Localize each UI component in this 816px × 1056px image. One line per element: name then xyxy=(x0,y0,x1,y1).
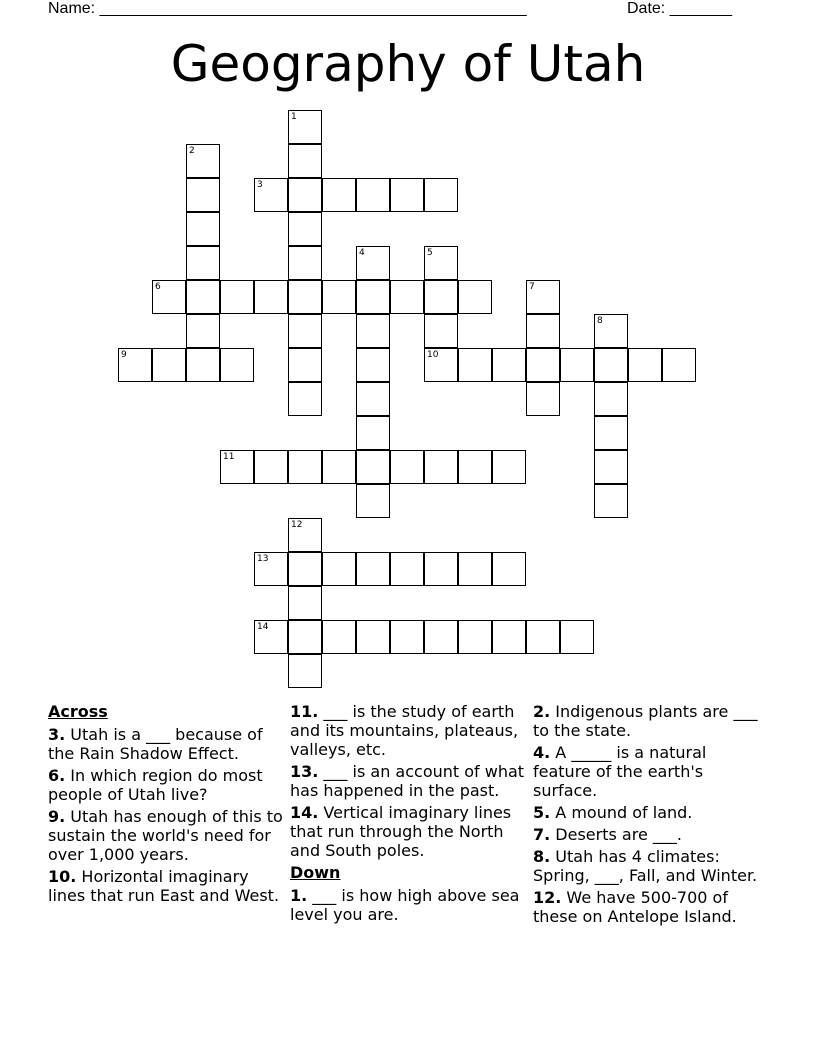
clue-across-14 xyxy=(290,803,526,860)
clue-text: In which region do most people of Utah live? xyxy=(48,766,263,804)
crossword-cell[interactable] xyxy=(288,620,322,654)
clues-column-2 xyxy=(290,702,526,927)
crossword-cell[interactable] xyxy=(526,280,560,314)
crossword-cell[interactable] xyxy=(560,348,594,382)
crossword-cell[interactable] xyxy=(356,450,390,484)
clues-column-3 xyxy=(533,702,769,929)
cell-number: 2 xyxy=(189,146,195,156)
crossword-cell[interactable] xyxy=(186,212,220,246)
clue-number: 10. xyxy=(48,867,77,886)
crossword-cell[interactable] xyxy=(594,348,628,382)
crossword-cell[interactable] xyxy=(288,654,322,688)
crossword-cell[interactable] xyxy=(424,552,458,586)
crossword-cell[interactable] xyxy=(526,348,560,382)
cell-number: 7 xyxy=(529,282,535,292)
clue-number: 12. xyxy=(533,888,562,907)
crossword-cell[interactable] xyxy=(526,620,560,654)
clue-number: 14. xyxy=(290,803,319,822)
crossword-cell[interactable] xyxy=(424,348,458,382)
clue-down-2 xyxy=(533,702,769,740)
clue-text: Indigenous plants are ___ to the state. xyxy=(533,702,758,740)
date-field-label: Date: _______ xyxy=(627,0,732,17)
crossword-cell[interactable] xyxy=(254,178,288,212)
clue-number: 5. xyxy=(533,803,551,822)
crossword-cell[interactable] xyxy=(662,348,696,382)
clue-across-13 xyxy=(290,762,526,800)
clue-down-12 xyxy=(533,888,769,926)
crossword-cell[interactable] xyxy=(152,280,186,314)
crossword-cell[interactable] xyxy=(220,450,254,484)
down-heading: Down xyxy=(290,863,341,882)
clue-across-9 xyxy=(48,807,284,864)
crossword-cell[interactable] xyxy=(356,382,390,416)
cell-number: 3 xyxy=(257,180,263,190)
crossword-cell[interactable] xyxy=(356,348,390,382)
crossword-cell[interactable] xyxy=(390,620,424,654)
crossword-cell[interactable] xyxy=(594,484,628,518)
crossword-cell[interactable] xyxy=(356,280,390,314)
crossword-cell[interactable] xyxy=(458,552,492,586)
clue-text: Utah has 4 climates: Spring, ___, Fall, and Winter. xyxy=(533,847,758,885)
clue-down-4 xyxy=(533,743,769,800)
crossword-cell[interactable] xyxy=(458,280,492,314)
cell-number: 1 xyxy=(291,112,297,122)
crossword-cell[interactable] xyxy=(526,314,560,348)
cell-number: 10 xyxy=(427,350,439,360)
clue-text: Utah has enough of this to sustain the world's need for over 1,000 years. xyxy=(48,807,283,864)
clue-number: 4. xyxy=(533,743,551,762)
cell-number: 9 xyxy=(121,350,127,360)
crossword-cell[interactable] xyxy=(560,620,594,654)
crossword-cell[interactable] xyxy=(254,280,288,314)
crossword-cell[interactable] xyxy=(288,280,322,314)
crossword-cell[interactable] xyxy=(628,348,662,382)
crossword-cell[interactable] xyxy=(288,586,322,620)
crossword-cell[interactable] xyxy=(424,314,458,348)
cell-number: 11 xyxy=(223,452,235,462)
crossword-cell[interactable] xyxy=(356,484,390,518)
clue-text: Deserts are ___. xyxy=(550,825,682,844)
crossword-cell[interactable] xyxy=(322,450,356,484)
crossword-cell[interactable] xyxy=(424,620,458,654)
clue-text: ___ is the study of earth and its mountains, plateaus, valleys, etc. xyxy=(290,702,519,759)
crossword-cell[interactable] xyxy=(254,552,288,586)
crossword-cell[interactable] xyxy=(288,552,322,586)
crossword-cell[interactable] xyxy=(288,246,322,280)
crossword-cell[interactable] xyxy=(220,280,254,314)
cell-number: 6 xyxy=(155,282,161,292)
crossword-cell[interactable] xyxy=(322,178,356,212)
crossword-cell[interactable] xyxy=(288,450,322,484)
crossword-cell[interactable] xyxy=(288,212,322,246)
crossword-cell[interactable] xyxy=(356,620,390,654)
clue-number: 11. xyxy=(290,702,319,721)
crossword-cell[interactable] xyxy=(458,348,492,382)
clue-text: Vertical imaginary lines that run through the North and South poles. xyxy=(290,803,512,860)
cell-number: 5 xyxy=(427,248,433,258)
crossword-cell[interactable] xyxy=(288,314,322,348)
crossword-cell[interactable] xyxy=(594,416,628,450)
cell-number: 13 xyxy=(257,554,269,564)
crossword-cell[interactable] xyxy=(458,450,492,484)
clue-number: 13. xyxy=(290,762,319,781)
cell-number: 4 xyxy=(359,248,365,258)
crossword-cell[interactable] xyxy=(492,348,526,382)
crossword-cell[interactable] xyxy=(594,314,628,348)
cell-number: 14 xyxy=(257,622,269,632)
crossword-cell[interactable] xyxy=(356,552,390,586)
clue-number: 9. xyxy=(48,807,66,826)
crossword-cell[interactable] xyxy=(186,178,220,212)
crossword-cell[interactable] xyxy=(322,620,356,654)
clue-across-3 xyxy=(48,725,284,763)
clue-text: A _____ is a natural feature of the earth's surface. xyxy=(533,743,707,800)
name-field-label: Name: ________________________________________________ xyxy=(48,0,527,17)
crossword-cell[interactable] xyxy=(492,552,526,586)
clue-text: We have 500-700 of these on Antelope Island. xyxy=(533,888,737,926)
clue-down-1 xyxy=(290,886,526,924)
crossword-cell[interactable] xyxy=(288,144,322,178)
page-title: Geography of Utah xyxy=(170,35,646,93)
clue-number: 1. xyxy=(290,886,308,905)
cell-number: 8 xyxy=(597,316,603,326)
crossword-cell[interactable] xyxy=(186,280,220,314)
clues-column-1 xyxy=(48,702,284,908)
crossword-cell[interactable] xyxy=(118,348,152,382)
across-heading: Across xyxy=(48,702,108,721)
clue-text: ___ is how high above sea level you are. xyxy=(290,886,520,924)
clue-number: 7. xyxy=(533,825,551,844)
clue-number: 6. xyxy=(48,766,66,785)
crossword-cell[interactable] xyxy=(288,110,322,144)
clue-across-11 xyxy=(290,702,526,759)
clue-number: 8. xyxy=(533,847,551,866)
crossword-cell[interactable] xyxy=(356,246,390,280)
crossword-cell[interactable] xyxy=(322,552,356,586)
crossword-cell[interactable] xyxy=(288,178,322,212)
crossword-cell[interactable] xyxy=(526,382,560,416)
crossword-cell[interactable] xyxy=(390,450,424,484)
clue-down-7 xyxy=(533,825,769,844)
clue-down-8 xyxy=(533,847,769,885)
crossword-cell[interactable] xyxy=(356,314,390,348)
clue-text: Utah is a ___ because of the Rain Shadow Effect. xyxy=(48,725,263,763)
crossword-cell[interactable] xyxy=(424,246,458,280)
clue-across-6 xyxy=(48,766,284,804)
clue-text: A mound of land. xyxy=(550,803,693,822)
crossword-cell[interactable] xyxy=(458,620,492,654)
crossword-cell[interactable] xyxy=(390,552,424,586)
crossword-cell[interactable] xyxy=(322,280,356,314)
crossword-cell[interactable] xyxy=(186,348,220,382)
crossword-cell[interactable] xyxy=(492,450,526,484)
clue-across-10 xyxy=(48,867,284,905)
crossword-cell[interactable] xyxy=(288,348,322,382)
crossword-cell[interactable] xyxy=(220,348,254,382)
clue-text: ___ is an account of what has happened in the past. xyxy=(290,762,525,800)
crossword-cell[interactable] xyxy=(288,518,322,552)
clue-text: Horizontal imaginary lines that run East and West. xyxy=(48,867,280,905)
clue-down-5 xyxy=(533,803,769,822)
crossword-cell[interactable] xyxy=(152,348,186,382)
crossword-cell[interactable] xyxy=(390,178,424,212)
crossword-cell[interactable] xyxy=(356,416,390,450)
crossword-cell[interactable] xyxy=(186,246,220,280)
crossword-cell[interactable] xyxy=(424,178,458,212)
crossword-cell[interactable] xyxy=(424,280,458,314)
crossword-cell[interactable] xyxy=(594,450,628,484)
clue-number: 2. xyxy=(533,702,551,721)
crossword-cell[interactable] xyxy=(186,314,220,348)
crossword-cell[interactable] xyxy=(186,144,220,178)
crossword-cell[interactable] xyxy=(390,280,424,314)
clue-number: 3. xyxy=(48,725,66,744)
crossword-cell[interactable] xyxy=(356,178,390,212)
crossword-cell[interactable] xyxy=(254,450,288,484)
crossword-cell[interactable] xyxy=(594,382,628,416)
crossword-cell[interactable] xyxy=(492,620,526,654)
crossword-cell[interactable] xyxy=(288,382,322,416)
crossword-cell[interactable] xyxy=(424,450,458,484)
cell-number: 12 xyxy=(291,520,303,530)
crossword-cell[interactable] xyxy=(254,620,288,654)
